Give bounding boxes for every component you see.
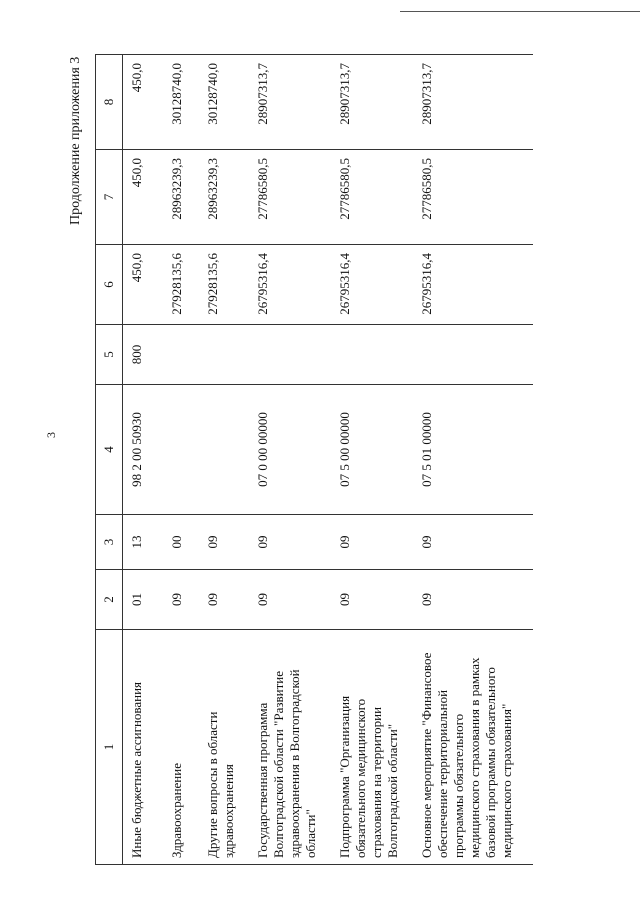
amount-col6: 450,0 <box>123 245 164 325</box>
table-row <box>413 55 533 865</box>
item-name: Иные бюджетные ассигнования <box>123 630 164 865</box>
subsection-code: 09 <box>249 515 331 570</box>
subsection-code: 13 <box>123 515 164 570</box>
item-name: Государственная программа Волгоградской области "Развитие здравоохранения в Волгоградской области" <box>249 630 331 865</box>
header-cell: 2 <box>96 570 123 630</box>
amount-col8: 28907313,7 <box>331 55 413 150</box>
target-article-code: 07 0 00 00000 <box>249 385 331 515</box>
header-row <box>96 55 123 865</box>
amount-col8: 28907313,7 <box>249 55 331 150</box>
subsection-code: 09 <box>199 515 249 570</box>
header-cell: 5 <box>96 325 123 385</box>
target-article-code <box>163 385 199 515</box>
table-row <box>123 55 164 865</box>
amount-col8: 28907313,7 <box>413 55 533 150</box>
amount-col6: 27928135,6 <box>163 245 199 325</box>
amount-col6: 26795316,4 <box>413 245 533 325</box>
table-row <box>163 55 199 865</box>
item-name: Подпрограмма "Организация обязательного медицинского страхования на территории Волгоградской области" <box>331 630 413 865</box>
section-code: 01 <box>123 570 164 630</box>
expense-type-code <box>413 325 533 385</box>
subsection-code: 09 <box>413 515 533 570</box>
item-name: Здравоохранение <box>163 630 199 865</box>
table-row <box>199 55 249 865</box>
page-number: 3 <box>44 432 58 438</box>
header-cell: 3 <box>96 515 123 570</box>
section-code: 09 <box>331 570 413 630</box>
table-row <box>249 55 331 865</box>
table-row <box>331 55 413 865</box>
amount-col8: 30128740,0 <box>163 55 199 150</box>
header-cell: 6 <box>96 245 123 325</box>
amount-col8: 30128740,0 <box>199 55 249 150</box>
item-name: Основное мероприятие "Финансовое обеспечение территориальной программы обязательного медицинского страхования в рамках базовой программы обязательного медицинского страхования" <box>413 630 533 865</box>
target-article-code <box>199 385 249 515</box>
item-name: Другие вопросы в области здравоохранения <box>199 630 249 865</box>
header-cell: 7 <box>96 150 123 245</box>
target-article-code: 07 5 00 00000 <box>331 385 413 515</box>
target-article-code: 98 2 00 50930 <box>123 385 164 515</box>
expense-type-code <box>163 325 199 385</box>
expense-type-code: 800 <box>123 325 164 385</box>
target-article-code: 07 5 01 00000 <box>413 385 533 515</box>
header-cell: 1 <box>96 630 123 865</box>
amount-col7: 28963239,3 <box>163 150 199 245</box>
budget-table <box>95 54 533 865</box>
amount-col7: 27786580,5 <box>249 150 331 245</box>
amount-col8: 450,0 <box>123 55 164 150</box>
amount-col7: 27786580,5 <box>413 150 533 245</box>
amount-col6: 26795316,4 <box>331 245 413 325</box>
section-code: 09 <box>413 570 533 630</box>
subsection-code: 00 <box>163 515 199 570</box>
amount-col6: 26795316,4 <box>249 245 331 325</box>
amount-col7: 28963239,3 <box>199 150 249 245</box>
section-code: 09 <box>163 570 199 630</box>
amount-col7: 27786580,5 <box>331 150 413 245</box>
expense-type-code <box>199 325 249 385</box>
amount-col7: 450,0 <box>123 150 164 245</box>
continuation-label: Продолжение приложения 3 <box>68 56 83 225</box>
header-cell: 8 <box>96 55 123 150</box>
section-code: 09 <box>249 570 331 630</box>
expense-type-code <box>249 325 331 385</box>
header-cell: 4 <box>96 385 123 515</box>
section-code: 09 <box>199 570 249 630</box>
subsection-code: 09 <box>331 515 413 570</box>
expense-type-code <box>331 325 413 385</box>
amount-col6: 27928135,6 <box>199 245 249 325</box>
